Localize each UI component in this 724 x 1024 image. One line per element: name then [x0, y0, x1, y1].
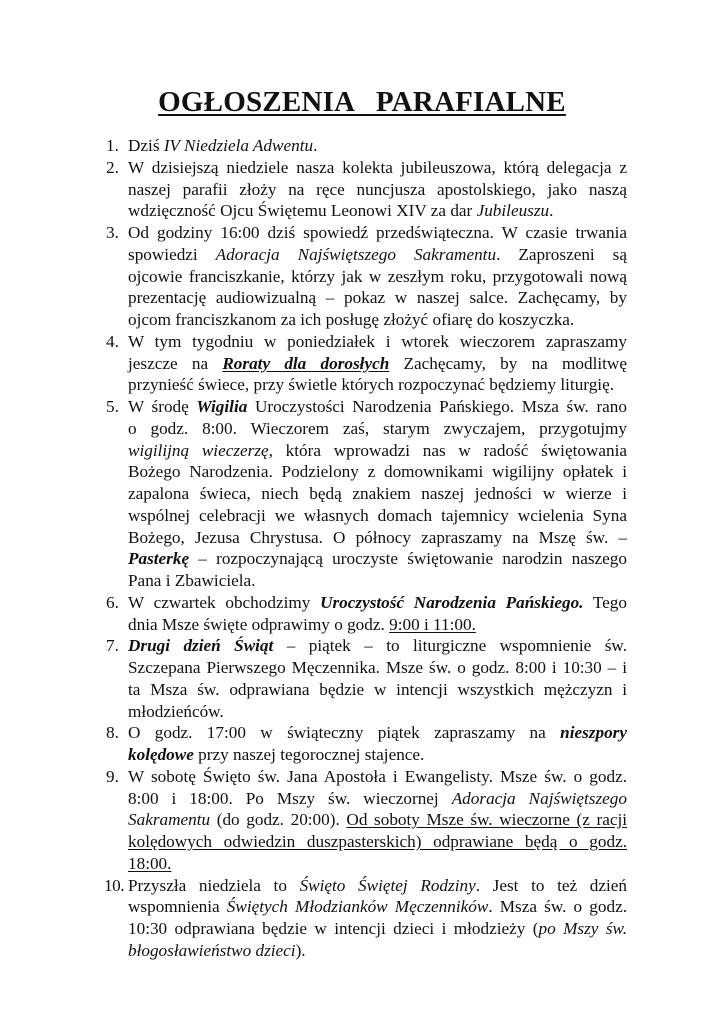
text-segment: przynieść świece, przy świetle których rozpoczynać będziemy liturgię. [128, 375, 614, 395]
text-segment: Dziś [128, 136, 164, 155]
emphasis-text: nieszpory [560, 723, 627, 743]
item-number: 7. [106, 636, 119, 656]
text-line [128, 157, 627, 179]
text-line [128, 548, 627, 570]
text-segment: . [549, 201, 554, 221]
text-line [128, 831, 627, 853]
text-line [128, 592, 627, 614]
underlined-text: kolędowych odwiedzin duszpasterskich) odprawiane będą o godz. [128, 832, 627, 851]
italic-text: wigilijną wieczerzę [128, 440, 269, 460]
italic-text: błogosławieństwo dzieci [128, 940, 296, 960]
text-line [128, 679, 627, 701]
announcement-item [106, 635, 627, 722]
text-line [128, 722, 627, 744]
text-segment: zapalona świeca, niech będą znakiem naszej jedności w wierze i [128, 484, 627, 503]
text-line [128, 418, 627, 440]
text-segment: – rozpoczynającą uroczyste świętowanie narodzin naszego [189, 549, 627, 569]
text-line [128, 614, 627, 636]
text-segment: wspólnej celebracji we własnych domach tajemnicy wcielenia Syna [128, 505, 627, 525]
announcement-item [106, 722, 627, 766]
text-line [128, 766, 627, 788]
text-line [128, 287, 627, 309]
announcement-item [106, 875, 627, 962]
emphasis-text: Drugi dzień Świąt [128, 636, 274, 656]
text-segment: młodzieńców. [128, 701, 224, 721]
text-line [128, 331, 627, 353]
text-line [128, 135, 627, 157]
text-segment: , która wprowadzi nas w radość świętowania [268, 440, 627, 460]
item-number: 5. [106, 397, 119, 416]
text-segment: wdzięczność Ojcu Świętemu Leonowi XIV za dar [128, 201, 477, 221]
text-line [128, 440, 627, 462]
underlined-text: 18:00. [128, 853, 172, 873]
text-segment: Od godziny 16:00 dziś spowiedź przedświąteczna. W czasie trwania [128, 223, 627, 242]
text-line [128, 788, 627, 810]
text-segment: Bożego Narodzenia. Podzielony z domownikami wigilijny opłatek i [128, 462, 627, 482]
emphasis-text: Roraty dla dorosłych [222, 353, 390, 373]
text-line [128, 461, 627, 483]
underlined-text: Od soboty Msze św. wieczorne (z racji [346, 810, 627, 830]
text-segment: Pana i Zbawiciela. [128, 571, 256, 590]
page-title [0, 84, 724, 120]
announcement-item [106, 592, 627, 636]
text-line [128, 940, 627, 962]
text-line [128, 896, 627, 918]
text-line [128, 309, 627, 331]
item-number: 10. [104, 875, 124, 895]
text-segment: Szczepana Pierwszego Męczennika. Msze św. o godz. 8:00 i 10:30 – i [128, 658, 627, 677]
text-line [128, 222, 627, 244]
text-segment: 10:30 odprawiana będzie w intencji dzieci i młodzieży ( [128, 919, 539, 938]
text-segment: (do godz. 20:00). [210, 810, 347, 830]
item-number: 1. [106, 136, 119, 155]
italic-text: Sakramentu [128, 810, 211, 830]
item-number: 6. [106, 592, 119, 612]
text-line [128, 918, 627, 940]
text-line [128, 527, 627, 549]
text-line [128, 396, 627, 418]
text-line [128, 744, 627, 766]
announcement-item [106, 396, 627, 592]
text-segment: O godz. 17:00 w świąteczny piątek zapraszamy na [128, 723, 561, 743]
italic-text: Adoracja Najświętszego Sakramentu [215, 244, 497, 264]
announcement-item [106, 222, 627, 331]
text-line [128, 244, 627, 266]
text-segment: prezentację audiowizualną – pokaz w naszej salce. Zachęcamy, by [128, 288, 627, 308]
text-line [128, 853, 627, 875]
item-number: 4. [106, 331, 119, 351]
text-line [128, 374, 627, 396]
italic-text: Jubileuszu [476, 201, 550, 221]
emphasis-text: kolędowe [128, 745, 194, 764]
text-segment: dnia Msze święte odprawimy o godz. [128, 614, 390, 634]
emphasis-text: Wigilia [196, 397, 248, 416]
text-segment: Zachęcamy, by na modlitwę [389, 353, 627, 373]
text-segment: – piątek – to liturgiczne wspomnienie św. [273, 636, 627, 656]
text-line [128, 809, 627, 831]
text-segment: W tym tygodniu w poniedziałek i wtorek wieczorem zapraszamy [128, 331, 627, 351]
item-number: 9. [106, 766, 119, 786]
text-line [128, 570, 627, 592]
item-number: 3. [106, 223, 119, 242]
announcements-list [106, 135, 627, 962]
text-segment: naszej parafii złoży na ręce nuncjusza apostolskiego, jako naszą [128, 179, 627, 199]
text-segment: ojcom franciszkanom za ich posługę złożyć ofiarę do koszyczka. [128, 310, 575, 329]
text-line [128, 179, 627, 201]
italic-text: po Mszy św. [538, 919, 627, 938]
text-segment: spowiedzi [128, 244, 216, 264]
announcement-item [106, 135, 627, 157]
text-segment: . [313, 136, 318, 155]
text-segment: ta Msza św. odprawiana będzie w intencji wszystkich mężczyzn i [128, 679, 627, 699]
text-line [128, 635, 627, 657]
italic-text: Adoracja Najświętszego [451, 788, 627, 808]
text-line [128, 200, 627, 222]
underlined-text: 9:00 i 11:00. [389, 614, 476, 634]
emphasis-text: Uroczystość Narodzenia Pańskiego. [320, 592, 584, 612]
text-segment: wspomnienia [128, 897, 227, 917]
text-segment: W czwartek obchodzimy [128, 592, 321, 612]
text-line [128, 505, 627, 527]
announcement-item [106, 766, 627, 875]
text-segment: W sobotę Święto św. Jana Apostoła i Ewangelisty. Msze św. o godz. [128, 766, 627, 786]
text-line [128, 701, 627, 723]
text-segment: o godz. 8:00. Wieczorem zaś, starym zwyczajem, przygotujmy [128, 418, 627, 438]
text-segment: jeszcze na [128, 353, 223, 373]
text-segment: Przyszła niedziela to [128, 875, 300, 895]
text-segment: ). [295, 940, 306, 960]
text-segment: W środę [128, 397, 197, 416]
italic-text: Świętych Młodzianków Męczenników [226, 897, 489, 917]
text-line [128, 353, 627, 375]
text-line [128, 266, 627, 288]
text-line [128, 483, 627, 505]
announcement-item [106, 331, 627, 396]
text-segment: Uroczystości Narodzenia Pańskiego. Msza św. rano [247, 397, 627, 416]
item-number: 8. [106, 723, 119, 743]
emphasis-text: Pasterkę [128, 549, 190, 569]
text-segment: Tego [583, 592, 627, 612]
italic-text: IV Niedziela Adwentu [163, 136, 314, 155]
text-segment: . Msza św. o godz. [488, 897, 627, 917]
italic-text: Święto Świętej Rodziny [299, 875, 476, 895]
text-line [128, 657, 627, 679]
text-segment: 8:00 i 18:00. Po Mszy św. wieczornej [128, 788, 452, 808]
page-title-text: OGŁOSZENIA PARAFIALNE [158, 86, 566, 118]
text-line [128, 875, 627, 897]
text-segment: przy naszej tegorocznej stajence. [193, 745, 425, 764]
text-segment: . Jest to też dzień [475, 875, 627, 895]
text-segment: Bożego, Jezusa Chrystusa. O północy zapraszamy na Mszę św. – [128, 527, 627, 547]
text-segment: W dzisiejszą niedziele nasza kolekta jubileuszowa, którą delegacja z [128, 157, 627, 177]
text-segment: . Zaproszeni są [496, 244, 627, 264]
announcement-item [106, 157, 627, 222]
item-number: 2. [106, 157, 119, 177]
text-segment: ojcowie franciszkanie, którzy jak w zeszłym roku, przygotowali nową [128, 266, 627, 286]
